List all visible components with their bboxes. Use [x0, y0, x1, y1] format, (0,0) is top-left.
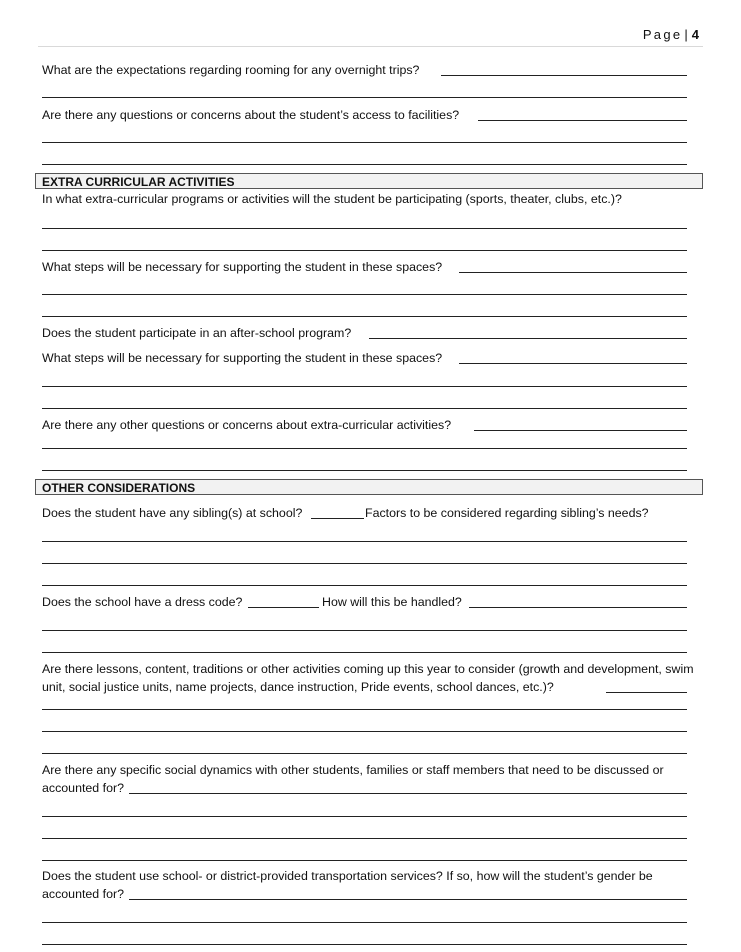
question-dress-code-handled: How will this be handled? — [322, 595, 462, 609]
question-dress-code: Does the school have a dress code? — [42, 595, 243, 609]
section-header-other: OTHER CONSIDERATIONS — [35, 479, 703, 495]
answer-line[interactable] — [42, 386, 687, 387]
question-rooming: What are the expectations regarding rooming for any overnight trips? — [42, 63, 420, 77]
answer-line[interactable] — [459, 363, 687, 364]
answer-line[interactable] — [42, 585, 687, 586]
answer-line[interactable] — [42, 541, 687, 542]
answer-line[interactable] — [606, 692, 687, 693]
answer-line[interactable] — [42, 97, 687, 98]
answer-line[interactable] — [42, 944, 687, 945]
answer-line[interactable] — [369, 338, 687, 339]
answer-line[interactable] — [42, 709, 687, 710]
answer-line[interactable] — [469, 607, 687, 608]
question-ec-steps: What steps will be necessary for supporting the student in these spaces? — [42, 260, 443, 274]
answer-line[interactable] — [42, 142, 687, 143]
question-lessons: Are there lessons, content, traditions or other activities coming up this year to consider (growth and development, swim unit, social justice units, name projects, dance instruction, Pride events, school dances, etc.)? — [42, 662, 694, 694]
answer-line[interactable] — [42, 860, 687, 861]
answer-line[interactable] — [42, 731, 687, 732]
header-divider — [38, 46, 703, 47]
question-ec-other: Are there any other questions or concerns about extra-curricular activities? — [42, 418, 452, 432]
answer-line[interactable] — [42, 316, 687, 317]
section-header-extracurricular: EXTRA CURRICULAR ACTIVITIES — [35, 173, 703, 189]
answer-line[interactable] — [478, 120, 687, 121]
question-siblings-factors: Factors to be considered regarding sibling’s needs? — [365, 506, 649, 520]
answer-line[interactable] — [42, 563, 687, 564]
question-after-school-steps: What steps will be necessary for supporting the student in these spaces? — [42, 351, 443, 365]
answer-line[interactable] — [42, 448, 687, 449]
answer-line[interactable] — [459, 272, 687, 273]
answer-line[interactable] — [311, 518, 364, 519]
answer-line[interactable] — [441, 75, 687, 76]
answer-line[interactable] — [129, 899, 687, 900]
answer-line[interactable] — [42, 753, 687, 754]
answer-line[interactable] — [42, 228, 687, 229]
question-social: Are there any specific social dynamics with other students, families or staff members that need to be discussed or accounted for? — [42, 763, 664, 795]
answer-line[interactable] — [42, 294, 687, 295]
answer-line[interactable] — [42, 922, 687, 923]
answer-line[interactable] — [42, 164, 687, 165]
answer-line[interactable] — [42, 838, 687, 839]
question-ec-programs: In what extra-curricular programs or activities will the student be participating (sports, theater, clubs, etc.)? — [42, 192, 622, 206]
question-facilities: Are there any questions or concerns about the student’s access to facilities? — [42, 108, 460, 122]
page-number: Page | 4 — [642, 27, 699, 42]
answer-line[interactable] — [248, 607, 319, 608]
answer-line[interactable] — [42, 630, 687, 631]
answer-line[interactable] — [474, 430, 687, 431]
answer-line[interactable] — [42, 816, 687, 817]
answer-line[interactable] — [129, 793, 687, 794]
answer-line[interactable] — [42, 652, 687, 653]
answer-line[interactable] — [42, 470, 687, 471]
answer-line[interactable] — [42, 408, 687, 409]
question-siblings: Does the student have any sibling(s) at school? — [42, 506, 303, 520]
answer-line[interactable] — [42, 250, 687, 251]
question-after-school: Does the student participate in an after-school program? — [42, 326, 352, 340]
question-transport: Does the student use school- or district-provided transportation services? If so, how will the student’s gender be accounted for? — [42, 869, 653, 901]
